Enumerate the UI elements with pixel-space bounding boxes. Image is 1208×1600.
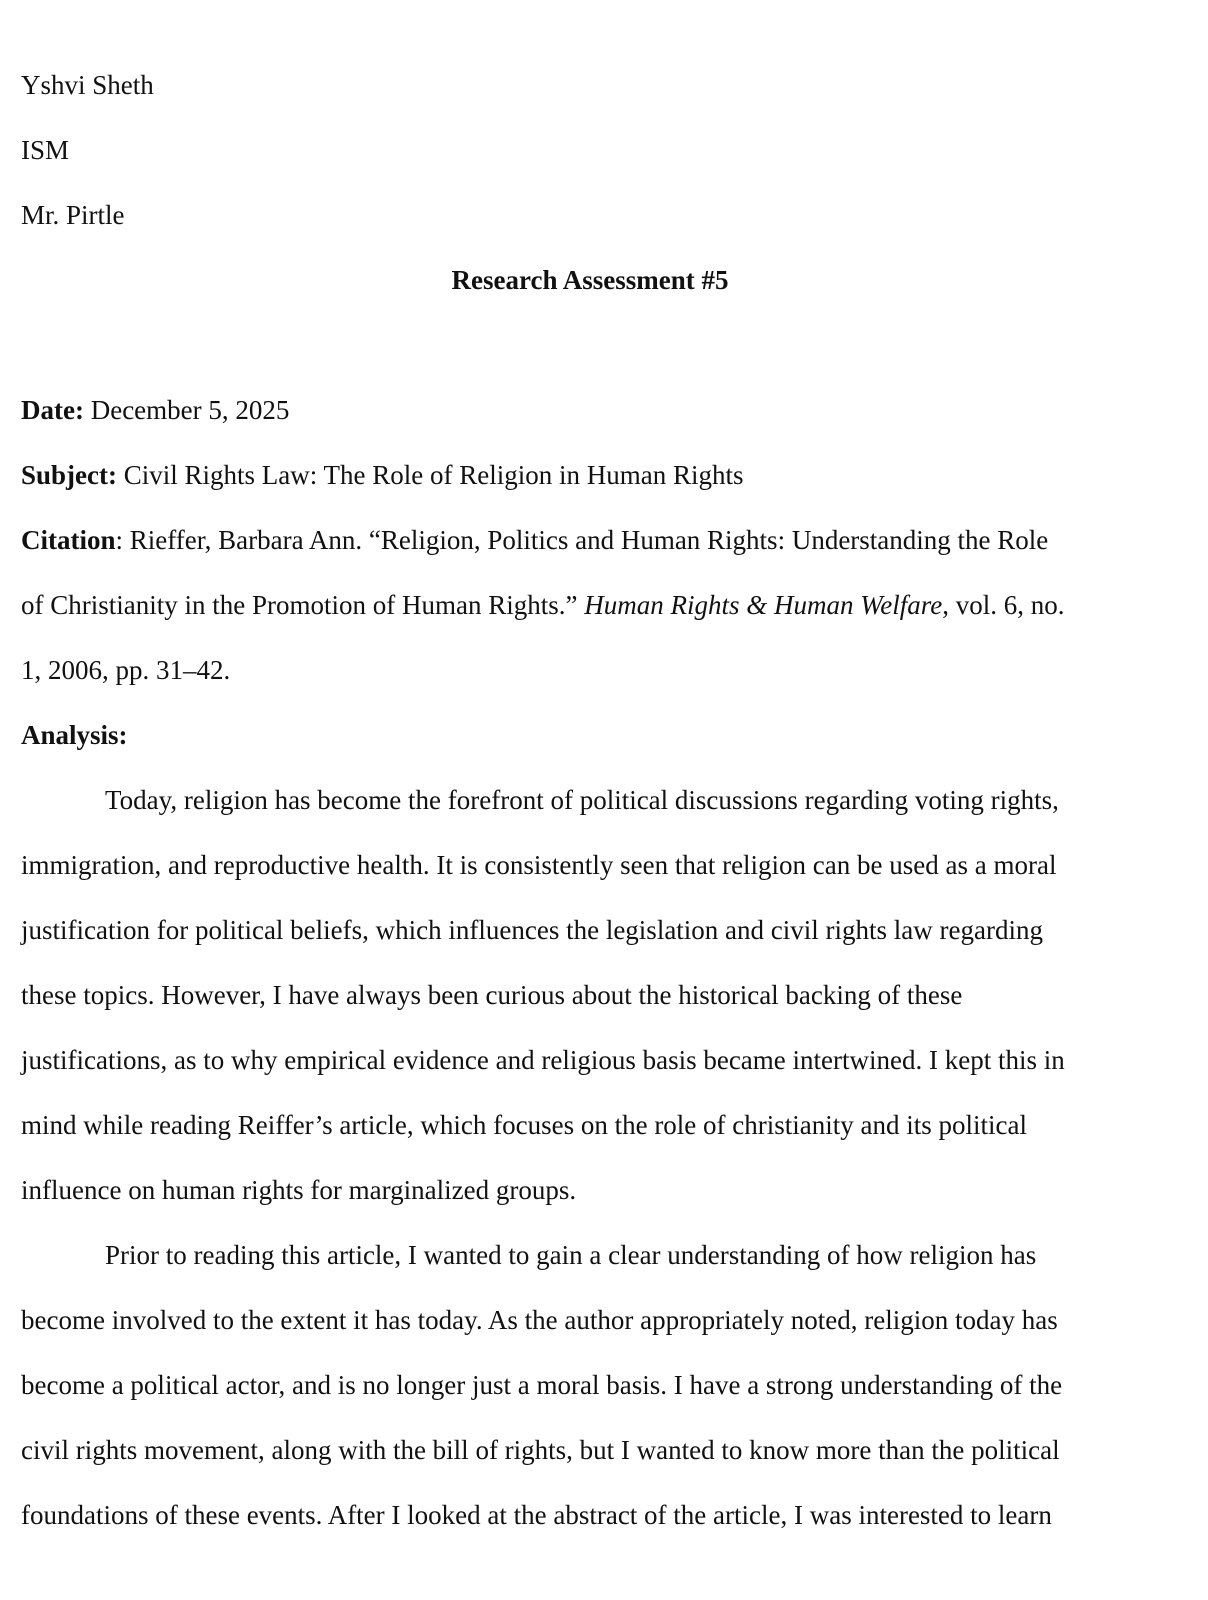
citation-line-3: 1, 2006, pp. 31–42. [21,655,231,685]
paragraph-1-line: these topics. However, I have always been curious about the historical backing of these [21,980,963,1010]
paragraph-1-line: justifications, as to why empirical evidence and religious basis became intertwined. I kept this in [21,1045,1065,1075]
paragraph-2-line: become involved to the extent it has today. As the author appropriately noted, religion today has [21,1305,1058,1335]
author-name: Yshvi Sheth [21,70,154,100]
subject-line [21,458,743,492]
paragraph-2-line: Prior to reading this article, I wanted to gain a clear understanding of how religion has [105,1240,1037,1270]
paragraph-1-line: Today, religion has become the forefront of political discussions regarding voting rights, [105,785,1059,815]
analysis-heading: Analysis: [21,720,128,750]
date-value: December 5, 2025 [83,395,290,425]
paragraph-1-line: immigration, and reproductive health. It is consistently seen that religion can be used as a moral [21,850,1057,880]
subject-value: Civil Rights Law: The Role of Religion in Human Rights [117,460,744,490]
page-title: Research Assessment #5 [451,265,729,295]
paragraph-2-line: foundations of these events. After I looked at the abstract of the article, I was interested to learn [21,1500,1052,1530]
paragraph-2-line: become a political actor, and is no longer just a moral basis. I have a strong understanding of the [21,1370,1063,1400]
citation-journal: Human Rights & Human Welfare [584,590,943,620]
citation-text-2: of Christianity in the Promotion of Human Rights.” [21,590,585,620]
citation-text-1: : Rieffer, Barbara Ann. “Religion, Politics and Human Rights: Understanding the Role [115,525,1049,555]
paragraph-1-line: mind while reading Reiffer’s article, which focuses on the role of christianity and its political [21,1110,1027,1140]
citation-label: Citation [21,525,116,555]
citation-text-2b: , vol. 6, no. [942,590,1065,620]
paragraph-1-line: influence on human rights for marginalized groups. [21,1175,577,1205]
citation-line-1 [21,523,1048,557]
paragraph-1-line: justification for political beliefs, which influences the legislation and civil rights law regarding [21,915,1043,945]
subject-label: Subject: [21,460,117,490]
paragraph-2-line: civil rights movement, along with the bill of rights, but I wanted to know more than the political [21,1435,1060,1465]
teacher-name: Mr. Pirtle [21,200,125,230]
date-line [21,393,289,427]
course-name: ISM [21,135,70,165]
citation-line-2 [21,588,1064,622]
date-label: Date: [21,395,84,425]
